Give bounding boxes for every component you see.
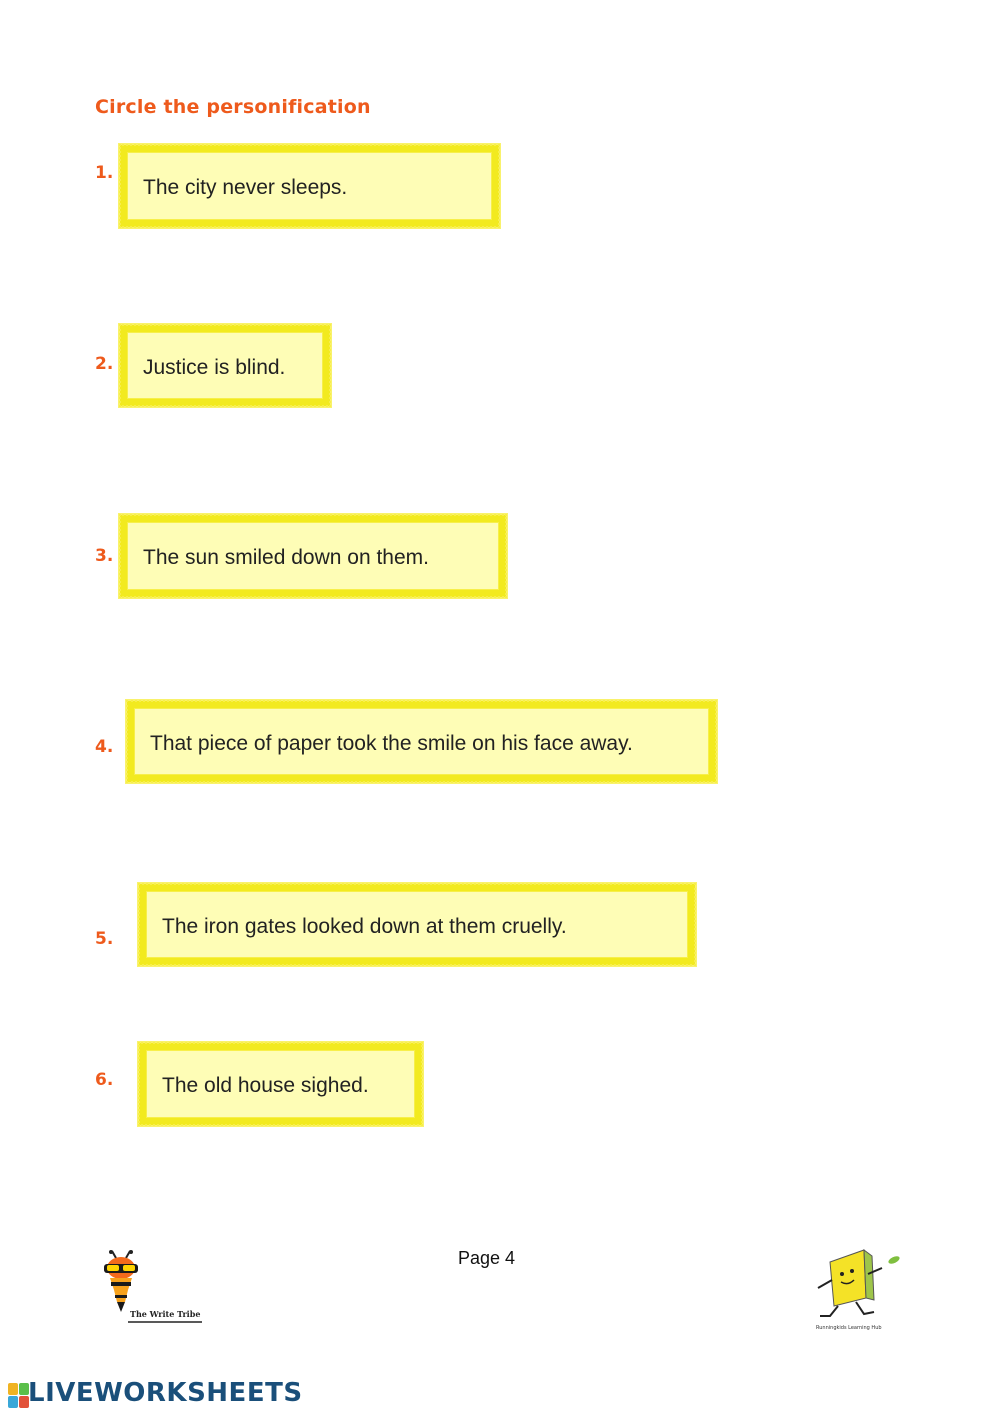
sentence-box-3[interactable]	[120, 515, 506, 597]
sentence-text-5[interactable]: The iron gates looked down at them cruelly.	[162, 915, 567, 938]
sentence-text-1[interactable]: The city never sleeps.	[143, 176, 348, 199]
sentence-box-4[interactable]	[127, 701, 716, 782]
sentence-box-6[interactable]	[139, 1043, 422, 1125]
sentence-box-5[interactable]	[139, 884, 695, 965]
liveworksheets-logo-icon	[8, 1383, 30, 1409]
item-number-1: 1.	[95, 163, 114, 183]
item-number-4: 4.	[95, 737, 114, 757]
sentence-text-2[interactable]: Justice is blind.	[143, 356, 286, 379]
sentence-box-1[interactable]	[120, 145, 499, 227]
liveworksheets-brand[interactable]: LIVEWORKSHEETS	[28, 1378, 303, 1408]
runningkids-logo	[812, 1244, 912, 1344]
item-number-3: 3.	[95, 546, 114, 566]
sentence-box-2[interactable]	[120, 325, 330, 406]
page-number: Page 4	[458, 1248, 516, 1268]
right-logo-text: Runningkids Learning Hub	[816, 1325, 882, 1331]
book-runner-logo-icon	[812, 1244, 912, 1326]
left-logo-text: The Write Tribe	[130, 1309, 201, 1319]
item-number-6: 6.	[95, 1070, 114, 1090]
sentence-text-4[interactable]: That piece of paper took the smile on his face away.	[150, 732, 633, 755]
item-number-5: 5.	[95, 929, 114, 949]
write-tribe-logo	[98, 1250, 208, 1330]
worksheet-title: Circle the personification	[95, 96, 371, 118]
sentence-text-6[interactable]: The old house sighed.	[162, 1074, 369, 1097]
item-number-2: 2.	[95, 354, 114, 374]
sentence-text-3[interactable]: The sun smiled down on them.	[143, 546, 429, 569]
